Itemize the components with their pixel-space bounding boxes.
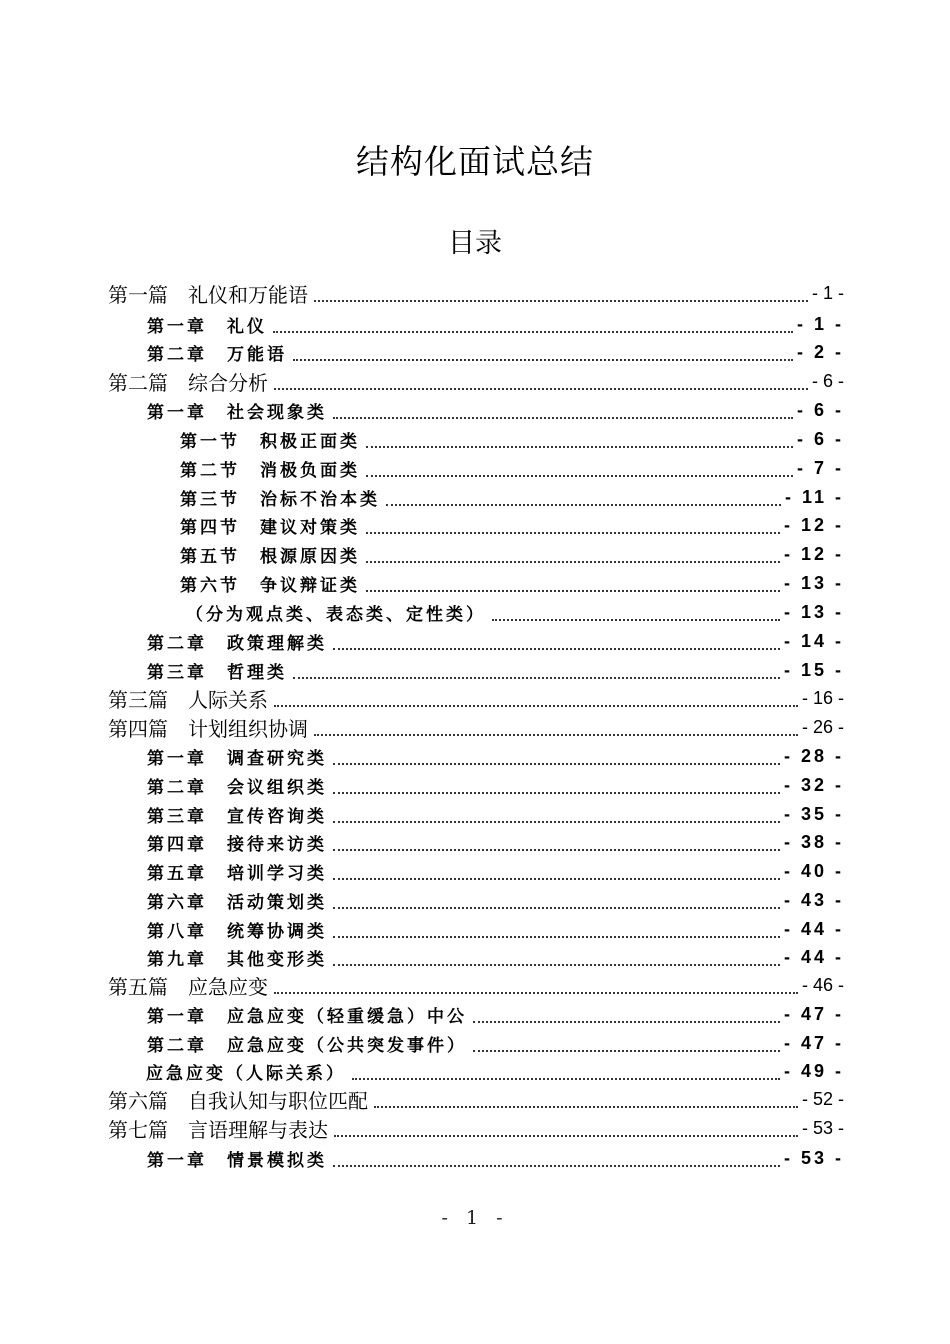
toc-entry-page: - 44 - — [783, 919, 844, 939]
dot-leader — [333, 907, 780, 909]
toc-entry[interactable] — [180, 425, 844, 454]
toc-entry[interactable] — [108, 1085, 844, 1114]
dot-leader — [274, 705, 798, 707]
toc-entry-page: - 6 - — [796, 400, 844, 420]
toc-entry-label: 第一章 社会现象类 — [147, 403, 327, 423]
toc-entry-label: 第三章 哲理类 — [147, 663, 287, 683]
toc-entry[interactable] — [180, 511, 844, 540]
toc-entry-label: （分为观点类、表态类、定性类） — [186, 605, 486, 625]
toc-entry-page: - 14 - — [783, 631, 844, 651]
dot-leader — [333, 821, 780, 823]
toc-entry-page: - 11 - — [784, 487, 844, 507]
toc-entry-label: 第一篇 礼仪和万能语 — [108, 283, 308, 307]
toc-entry[interactable] — [108, 684, 844, 713]
toc-entry-page: - 1 - — [796, 314, 844, 334]
toc-entry-label: 第五节 根源原因类 — [180, 547, 360, 567]
toc-entry-label: 第二章 应急应变（公共突发事件） — [147, 1036, 467, 1056]
dot-leader — [333, 648, 780, 650]
toc-entry-page: - 53 - — [801, 1118, 844, 1138]
dot-leader — [333, 763, 780, 765]
toc-entry[interactable] — [186, 598, 844, 627]
dot-leader — [386, 504, 781, 506]
toc-entry[interactable] — [147, 771, 844, 800]
dot-leader — [274, 388, 808, 390]
toc-entry-page: - 16 - — [801, 688, 844, 708]
toc-entry-page: - 13 - — [783, 602, 844, 622]
toc-entry[interactable] — [108, 971, 844, 1000]
toc-entry-label: 第二章 政策理解类 — [147, 634, 327, 654]
dot-leader — [333, 417, 793, 419]
toc-entry-label: 第一章 礼仪 — [147, 317, 267, 337]
toc-heading: 目录 — [448, 228, 502, 259]
toc-entry-page: - 49 - — [783, 1061, 844, 1081]
page-number: - 1 - — [441, 1207, 509, 1229]
toc-entry[interactable] — [147, 800, 844, 829]
dot-leader — [333, 878, 780, 880]
dot-leader — [473, 1050, 780, 1052]
dot-leader — [314, 300, 808, 302]
toc-entry[interactable] — [147, 828, 844, 857]
toc-entry-page: - 15 - — [783, 660, 844, 680]
toc-entry[interactable] — [108, 279, 844, 308]
toc-entry-label: 第四章 接待来访类 — [147, 835, 327, 855]
toc-entry-label: 第二章 万能语 — [147, 345, 287, 365]
toc-entry[interactable] — [147, 742, 844, 771]
toc-entry[interactable] — [147, 310, 844, 339]
toc-entry[interactable] — [108, 1114, 844, 1143]
toc-entry-label: 第四节 建议对策类 — [180, 518, 360, 538]
toc-entry-label: 第六篇 自我认知与职位匹配 — [108, 1089, 368, 1113]
toc-entry-label: 第六节 争议辩证类 — [180, 576, 360, 596]
toc-entry[interactable] — [147, 1000, 844, 1029]
toc-entry-label: 第五篇 应急应变 — [108, 975, 268, 999]
toc-entry[interactable] — [147, 1144, 844, 1173]
toc-entry-label: 第二节 消极负面类 — [180, 461, 360, 481]
toc-entry[interactable] — [147, 396, 844, 425]
toc-entry-page: - 40 - — [783, 861, 844, 881]
dot-leader — [366, 446, 793, 448]
toc-entry-page: - 6 - — [811, 371, 844, 391]
toc-entry[interactable] — [147, 857, 844, 886]
toc-entry[interactable] — [147, 943, 844, 972]
toc-entry-label: 第八章 统筹协调类 — [147, 922, 327, 942]
toc-entry-page: - 43 - — [783, 890, 844, 910]
toc-entry[interactable] — [108, 713, 844, 742]
toc-entry-page: - 47 - — [783, 1033, 844, 1053]
toc-entry-label: 第二篇 综合分析 — [108, 371, 268, 395]
dot-leader — [366, 532, 780, 534]
toc-entry-label: 第七篇 言语理解与表达 — [108, 1118, 328, 1142]
dot-leader — [333, 1165, 780, 1167]
toc-entry[interactable] — [147, 338, 844, 367]
dot-leader — [333, 849, 780, 851]
toc-entry-label: 第五章 培训学习类 — [147, 864, 327, 884]
toc-entry-page: - 12 - — [783, 515, 844, 535]
toc-entry-label: 第一章 调查研究类 — [147, 749, 327, 769]
toc-entry[interactable] — [180, 540, 844, 569]
toc-entry-label: 第二章 会议组织类 — [147, 778, 327, 798]
toc-entry[interactable] — [147, 627, 844, 656]
toc-entry-page: - 47 - — [783, 1004, 844, 1024]
dot-leader — [314, 734, 798, 736]
toc-entry-label: 第一节 积极正面类 — [180, 432, 360, 452]
toc-entry-page: - 32 - — [783, 775, 844, 795]
toc-entry-page: - 35 - — [783, 804, 844, 824]
toc-entry-label: 第一章 应急应变（轻重缓急）中公 — [147, 1007, 467, 1027]
toc-entry[interactable] — [147, 1029, 844, 1058]
toc-entry-label: 第六章 活动策划类 — [147, 893, 327, 913]
dot-leader — [333, 792, 780, 794]
toc-entry-page: - 7 - — [796, 458, 844, 478]
dot-leader — [366, 475, 793, 477]
dot-leader — [333, 964, 780, 966]
toc-entry-label: 第三节 治标不治本类 — [180, 490, 380, 510]
toc-entry-label: 第九章 其他变形类 — [147, 950, 327, 970]
toc-entry[interactable] — [180, 569, 844, 598]
dot-leader — [374, 1106, 798, 1108]
toc-entry-page: - 28 - — [783, 746, 844, 766]
toc-entry-label: 第一章 情景模拟类 — [147, 1151, 327, 1171]
toc-entry-page: - 12 - — [783, 544, 844, 564]
toc-entry[interactable] — [147, 886, 844, 915]
dot-leader — [293, 359, 793, 361]
toc-entry-label: 第三篇 人际关系 — [108, 688, 268, 712]
dot-leader — [273, 331, 793, 333]
toc-entry-page: - 2 - — [796, 342, 844, 362]
toc-entry-page: - 1 - — [811, 283, 844, 303]
dot-leader — [293, 677, 780, 679]
toc-entry[interactable] — [146, 1057, 844, 1086]
dot-leader — [366, 590, 780, 592]
dot-leader — [352, 1078, 780, 1080]
toc-entry[interactable] — [147, 656, 844, 685]
dot-leader — [334, 1135, 798, 1137]
toc-entry-page: - 13 - — [783, 573, 844, 593]
toc-entry[interactable] — [108, 367, 844, 396]
toc-entry-page: - 38 - — [783, 832, 844, 852]
toc-entry-label: 第三章 宣传咨询类 — [147, 807, 327, 827]
toc-entry-page: - 44 - — [783, 947, 844, 967]
toc-entry[interactable] — [180, 483, 844, 512]
dot-leader — [492, 619, 780, 621]
toc-entry[interactable] — [180, 454, 844, 483]
dot-leader — [366, 561, 780, 563]
dot-leader — [274, 992, 798, 994]
dot-leader — [473, 1021, 780, 1023]
toc-entry-page: - 6 - — [796, 429, 844, 449]
document-title: 结构化面试总结 — [356, 142, 594, 181]
toc-entry-page: - 52 - — [801, 1089, 844, 1109]
toc-entry-label: 应急应变（人际关系） — [146, 1064, 346, 1084]
toc-entry-page: - 46 - — [801, 975, 844, 995]
toc-entry[interactable] — [147, 915, 844, 944]
toc-entry-page: - 26 - — [801, 717, 844, 737]
toc-entry-label: 第四篇 计划组织协调 — [108, 717, 308, 741]
dot-leader — [333, 936, 780, 938]
toc-entry-page: - 53 - — [783, 1148, 844, 1168]
